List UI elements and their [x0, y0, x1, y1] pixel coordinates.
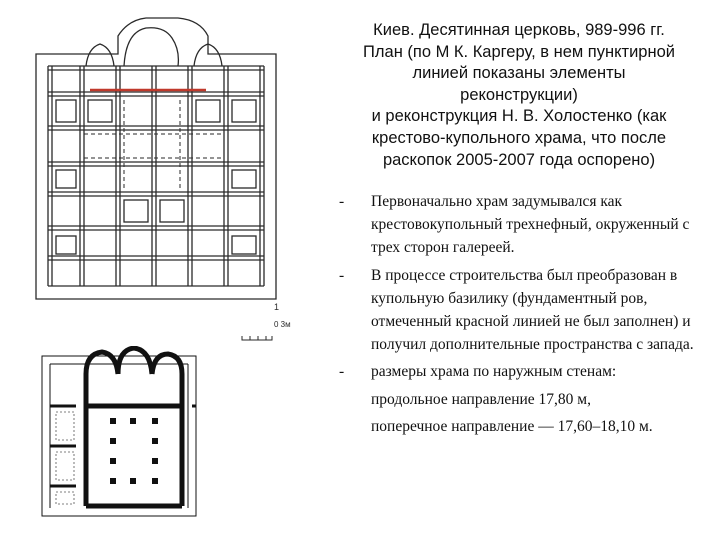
title-line: План (по М К. Каргеру, в нем пунктирной — [363, 42, 675, 61]
bullet-marker: - — [339, 266, 345, 284]
title-line: линией показаны элементы — [412, 64, 626, 83]
bullet-item — [339, 360, 695, 438]
bullet-list — [339, 190, 695, 442]
karger-floor-plan — [28, 14, 298, 348]
bullet-item — [339, 264, 695, 357]
title-line: Киев. Десятинная церковь, 989-996 гг. — [373, 21, 665, 39]
title-line: раскопок 2005-2007 года оспорено) — [382, 150, 656, 169]
scale-label: 0 3м — [274, 320, 291, 329]
kholostenko-reconstruction-plan — [36, 346, 206, 522]
dimension-longitudinal: продольное направление 17,80 м, — [371, 390, 591, 408]
dimension-transverse: поперечное направление — 17,60–18,10 м. — [371, 417, 653, 435]
bullet-marker: - — [339, 363, 345, 381]
bullet-text: Первоначально храм задумывался как крестовокупольный трехнефный, окруженный с трех сторон галереей. — [371, 193, 690, 257]
bullet-text: В процессе строительства был преобразован в купольную базилику (фундаментный ров, отмеченный красной линией не был заполнен) и получил дополнительные пространства с запада. — [371, 266, 694, 354]
bullet-marker: - — [339, 193, 345, 210]
bullet-text: размеры храма по наружным стенам: — [371, 363, 617, 381]
figure-number: 1 — [274, 302, 280, 312]
title-line: и реконструкция Н. В. Холостенко (как — [371, 107, 667, 126]
title-line: крестово-купольного храма, что после — [371, 128, 667, 147]
bullet-item — [339, 190, 695, 260]
title-line: реконструкции) — [460, 85, 578, 104]
slide-title — [338, 20, 700, 171]
